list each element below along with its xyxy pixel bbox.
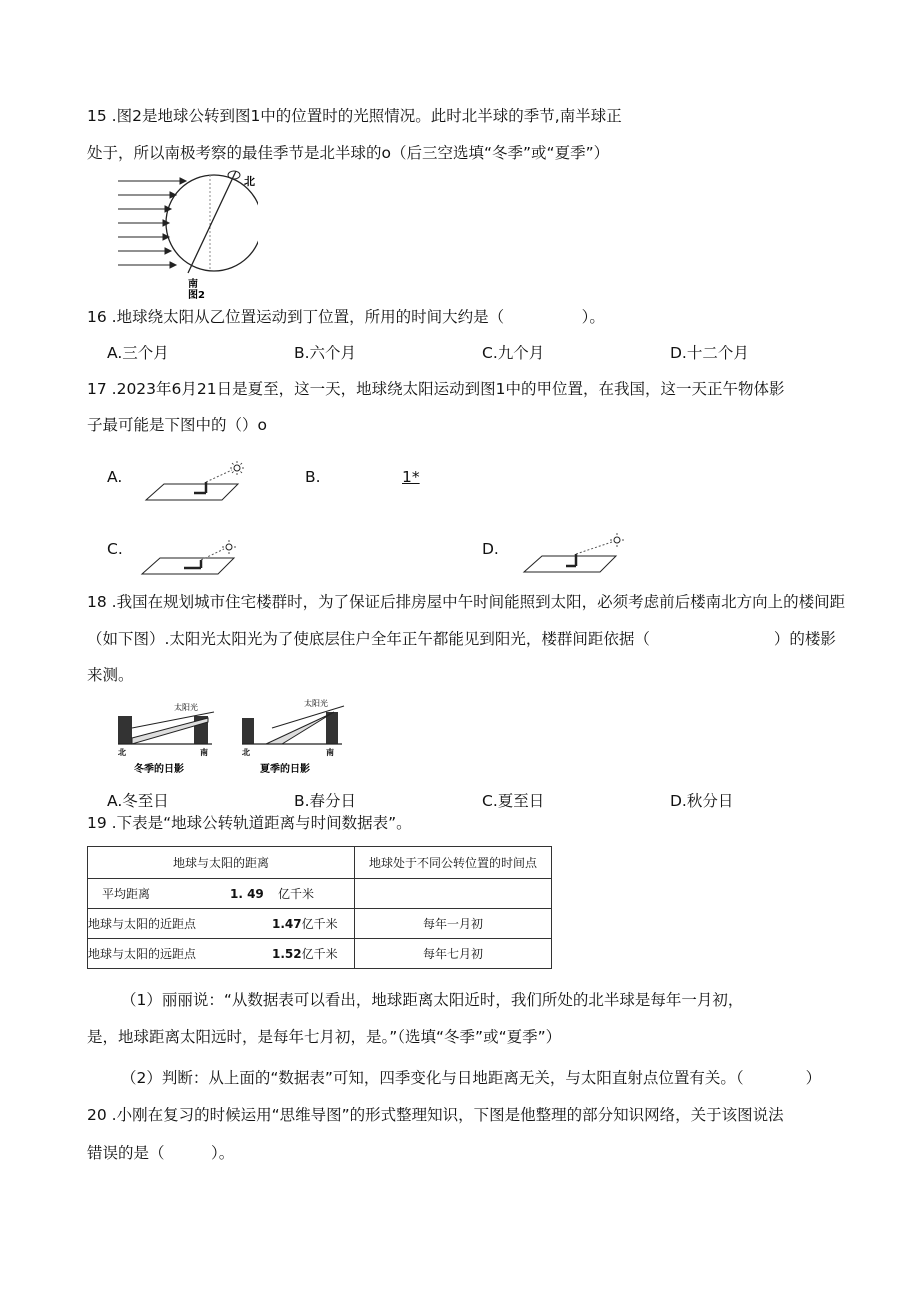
q17-option-b-text: 1* bbox=[402, 468, 420, 486]
winter-south-label: 南 bbox=[200, 748, 208, 757]
q16-option-b: B.六个月 bbox=[294, 344, 357, 362]
building-shadow-figure bbox=[112, 698, 352, 778]
row-label: 地球与太阳的远距点 bbox=[88, 947, 197, 961]
table-row bbox=[88, 939, 552, 969]
summer-north-label: 北 bbox=[242, 748, 250, 757]
q18-option-a: A.冬至日 bbox=[107, 792, 169, 810]
table-row bbox=[88, 909, 552, 939]
q17-option-c-label: C. bbox=[107, 540, 123, 558]
shadow-figure-c bbox=[138, 538, 258, 580]
table-cell-distance bbox=[88, 909, 355, 939]
row-unit: 亿千米 bbox=[278, 887, 315, 901]
table-row bbox=[88, 879, 552, 909]
orbit-data-table bbox=[87, 846, 552, 969]
row-number: 1.47 bbox=[272, 917, 302, 931]
summer-sun-label: 太阳光 bbox=[304, 699, 328, 708]
q19-sub1-line2: 是，地球距离太阳远时，是每年七月初，是。”（选填“冬季”或“夏季”） bbox=[87, 1028, 562, 1046]
q17-line2: 子最可能是下图中的（）o bbox=[87, 416, 267, 434]
q16-option-c: C.九个月 bbox=[482, 344, 545, 362]
q18-line3: 来测。 bbox=[87, 666, 134, 684]
table-header-distance: 地球与太阳的距离 bbox=[88, 847, 355, 879]
south-label: 南 bbox=[188, 279, 198, 290]
q20-line1: 20 .小刚在复习的时候运用“思维导图”的形式整理知识，下图是他整理的部分知识网络，关于该图说法 bbox=[87, 1106, 784, 1124]
row-number: 1.52 bbox=[272, 947, 302, 961]
q19-stem: 19 .下表是“地球公转轨道距离与时间数据表”。 bbox=[87, 814, 412, 832]
summer-caption: 夏季的日影 bbox=[260, 764, 310, 775]
q18-option-c: C.夏至日 bbox=[482, 792, 545, 810]
table-cell-distance bbox=[88, 939, 355, 969]
north-label: 北 bbox=[244, 175, 255, 188]
q17-option-d-label: D. bbox=[482, 540, 499, 558]
earth-illumination-figure bbox=[118, 165, 258, 300]
q18-option-b: B.春分日 bbox=[294, 792, 357, 810]
shadow-figure-a bbox=[140, 460, 260, 505]
row-number: 1. 49 bbox=[230, 887, 264, 901]
q19-sub2: （2）判断：从上面的“数据表”可知，四季变化与日地距离无关，与太阳直射点位置有关。（ ） bbox=[121, 1069, 822, 1087]
q17-option-b-label: B. bbox=[305, 468, 321, 486]
q19-sub1-line1: （1）丽丽说：“从数据表可以看出，地球距离太阳近时，我们所处的北半球是每年一月初， bbox=[121, 991, 744, 1009]
q16-option-a: A.三个月 bbox=[107, 344, 169, 362]
q17-line1: 17 .2023年6月21日是夏至，这一天，地球绕太阳运动到图1中的甲位置，在我国，这一天正午物体影 bbox=[87, 380, 785, 398]
winter-north-label: 北 bbox=[118, 748, 126, 757]
row-unit: 亿千米 bbox=[301, 947, 338, 961]
summer-south-label: 南 bbox=[326, 748, 334, 757]
q18-line1: 18 .我国在规划城市住宅楼群时，为了保证后排房屋中午时间能照到太阳，必须考虑前后楼南北方向上的楼间距 bbox=[87, 593, 846, 611]
q20-line2: 错误的是（ ）。 bbox=[87, 1144, 235, 1162]
figure-caption: 图2 bbox=[188, 290, 205, 300]
row-label: 地球与太阳的近距点 bbox=[88, 917, 197, 931]
table-cell-time bbox=[355, 879, 552, 909]
winter-caption: 冬季的日影 bbox=[134, 764, 184, 775]
table-cell-time: 每年七月初 bbox=[355, 939, 552, 969]
q15-line1: 15 .图2是地球公转到图1中的位置时的光照情况。此时北半球的季节,南半球正 bbox=[87, 107, 622, 125]
table-header-time: 地球处于不同公转位置的时间点 bbox=[355, 847, 552, 879]
q16-stem: 16 .地球绕太阳从乙位置运动到丁位置，所用的时间大约是（ ）。 bbox=[87, 308, 605, 326]
row-label: 平均距离 bbox=[102, 887, 151, 901]
q18-option-d: D.秋分日 bbox=[670, 792, 734, 810]
q17-option-a-label: A. bbox=[107, 468, 123, 486]
table-header-row bbox=[88, 847, 552, 879]
q18-line2: （如下图）.太阳光太阳光为了使底层住户全年正午都能见到阳光，楼群间距依据（ ）的楼影 bbox=[87, 630, 836, 648]
table-cell-distance bbox=[88, 879, 355, 909]
row-unit: 亿千米 bbox=[301, 917, 338, 931]
table-cell-time: 每年一月初 bbox=[355, 909, 552, 939]
winter-sun-label: 太阳光 bbox=[174, 703, 198, 712]
shadow-figure-d bbox=[520, 532, 640, 577]
q15-line2: 处于，所以南极考察的最佳季节是北半球的o（后三空选填“冬季”或“夏季”） bbox=[87, 144, 610, 162]
q16-option-d: D.十二个月 bbox=[670, 344, 749, 362]
